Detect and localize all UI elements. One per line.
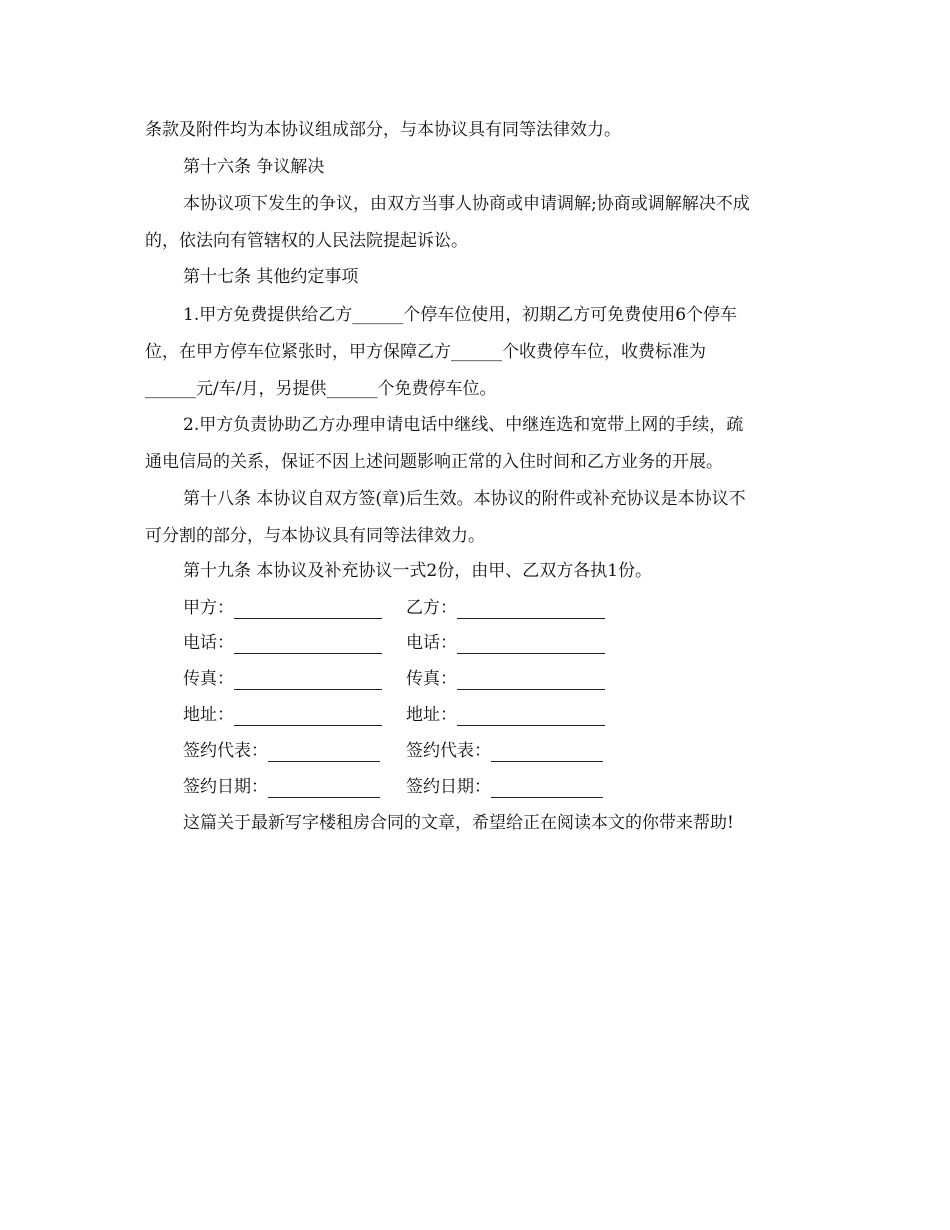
party-a-date-label: 签约日期： [183, 777, 268, 797]
paragraph-line: 可分割的部分，与本协议具有同等法律效力。 [145, 526, 485, 546]
party-a-representative-blank [268, 743, 380, 762]
article-16-heading: 第十六条 争议解决 [183, 157, 325, 177]
party-b-phone-blank [457, 635, 605, 654]
paragraph-line: 位，在甲方停车位紧张时，甲方保障乙方______个收费停车位，收费标准为 [145, 342, 706, 362]
closing-remark: 这篇关于最新写字楼租房合同的文章，希望给正在阅读本文的你带来帮助! [183, 813, 734, 833]
paragraph-line: 通电信局的关系，保证不因上述问题影响正常的入住时间和乙方业务的开展。 [145, 452, 723, 472]
party-b-representative-label: 签约代表： [406, 741, 491, 761]
party-a-date-blank [268, 779, 380, 798]
signature-row-party [183, 597, 823, 619]
paragraph-line: 本协议项下发生的争议，由双方当事人协商或申请调解;协商或调解解决不成 [183, 194, 750, 214]
party-a-address-label: 地址： [183, 705, 234, 725]
party-b-address-blank [457, 707, 605, 726]
paragraph-line: 的，依法向有管辖权的人民法院提起诉讼。 [145, 231, 468, 251]
paragraph-line: ______元/车/月，另提供______个免费停车位。 [145, 379, 497, 399]
signature-row-date [183, 776, 823, 798]
party-a-representative-label: 签约代表： [183, 741, 268, 761]
party-a-fax-label: 传真： [183, 669, 234, 689]
party-b-date-blank [491, 779, 603, 798]
party-a-phone-label: 电话： [183, 633, 234, 653]
party-a-label: 甲方： [183, 598, 234, 618]
paragraph-line: 2.甲方负责协助乙方办理申请电话中继线、中继连选和宽带上网的手续，疏 [183, 415, 744, 435]
party-a-address-blank [234, 707, 382, 726]
signature-row-fax [183, 668, 823, 690]
party-b-fax-blank [457, 671, 605, 690]
party-b-representative-blank [491, 743, 603, 762]
party-b-address-label: 地址： [406, 705, 457, 725]
paragraph-line: 条款及附件均为本协议组成部分，与本协议具有同等法律效力。 [145, 120, 621, 140]
party-b-blank [457, 600, 605, 619]
article-19-line: 第十九条 本协议及补充协议一式2份，由甲、乙双方各执1份。 [183, 561, 653, 581]
party-a-fax-blank [234, 671, 382, 690]
party-a-blank [234, 600, 382, 619]
party-b-fax-label: 传真： [406, 669, 457, 689]
party-a-phone-blank [234, 635, 382, 654]
signature-row-phone [183, 632, 823, 654]
party-b-date-label: 签约日期： [406, 777, 491, 797]
party-b-label: 乙方： [406, 598, 457, 618]
signature-row-representative [183, 740, 823, 762]
signature-row-address [183, 704, 823, 726]
article-18-line: 第十八条 本协议自双方签(章)后生效。本协议的附件或补充协议是本协议不 [183, 489, 746, 509]
party-b-phone-label: 电话： [406, 633, 457, 653]
article-17-heading: 第十七条 其他约定事项 [183, 267, 359, 287]
paragraph-line: 1.甲方免费提供给乙方______个停车位使用，初期乙方可免费使用6个停车 [183, 305, 738, 325]
